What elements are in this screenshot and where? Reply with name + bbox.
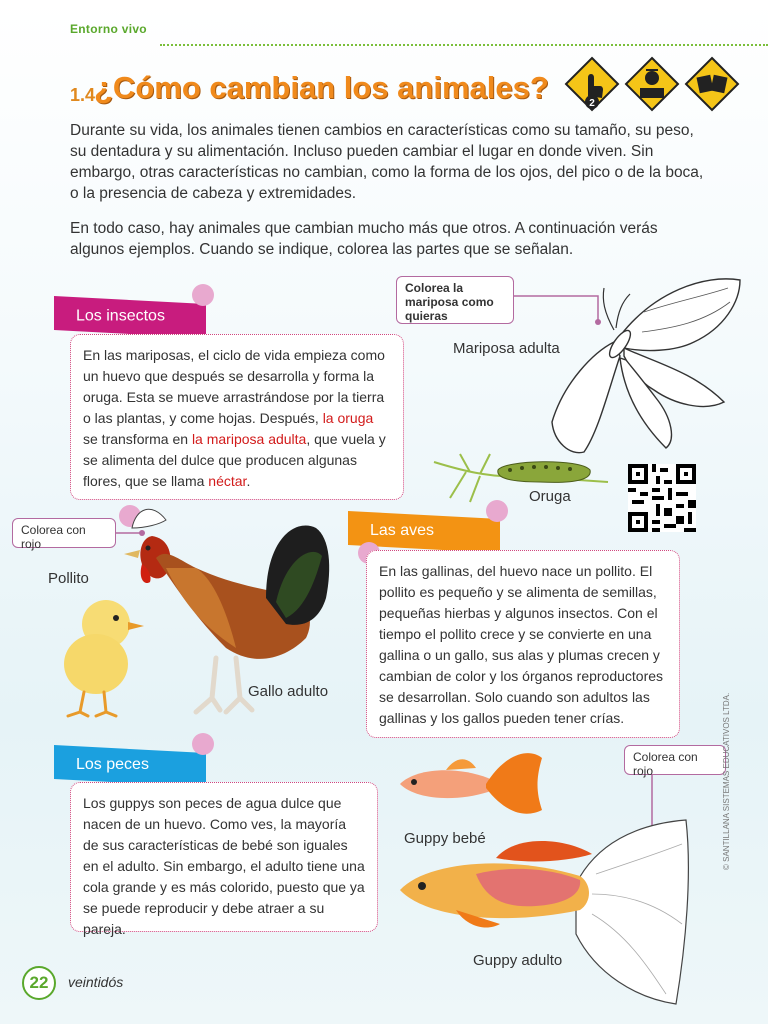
chick-image (58, 594, 148, 720)
page-number: 22 (22, 966, 56, 1000)
highlight-butterfly: la mariposa adulta (191, 431, 307, 447)
callout-guppy: Colorea con rojo (624, 745, 726, 775)
caption-guppy-adult: Guppy adulto (473, 952, 563, 969)
tab-fish: Los peces (54, 745, 206, 787)
guppy-baby-image (396, 748, 546, 818)
highlight-nectar: néctar (208, 473, 247, 489)
birds-text: En las gallinas, del huevo nace un pollito. El pollito es pequeño y se alimenta de semillas, pequeñas hierbas y algunos insectos. Con el tiempo el pollito crece y se convierte en una gallina o un gallo, sus alas y plumas crecen y cambian de color y los órganos reproductores se desarrollan. Solo cuando son adultos las gallinas y los gallos pueden tener crías. (379, 563, 664, 726)
section-label: Entorno vivo (70, 22, 147, 36)
qr-code[interactable] (628, 464, 696, 532)
caption-rooster: Gallo adulto (248, 683, 329, 700)
divider (160, 44, 768, 46)
page-title: ¿Cómo cambian los animales? (94, 70, 549, 105)
intro-paragraph-1: Durante su vida, los animales tienen cambios en características como su tamaño, su peso, su dentadura y su alimentación. Incluso pueden cambiar el lugar en donde viven. Sin embargo, otras características no cambian, como la forma de los ojos, del pico o de la boca, o la presencia de cabeza y extremidades. (70, 122, 704, 202)
butterfly-drawing (544, 272, 744, 462)
guppy-adult-image (396, 814, 696, 1008)
caption-guppy-baby: Guppy bebé (404, 830, 486, 847)
fish-text: Los guppys son peces de agua dulce que nacen de un huevo. Como ves, la mayoría de sus características de bebé son iguales en el adulto. Sin embargo, el adulto tiene una cola grande y es más colorido, puesto que ya se puede reproducir y debe atraer a su pareja. (83, 795, 365, 937)
tab-insects: Los insectos (54, 296, 206, 338)
decor-bubble (192, 284, 214, 306)
cards-icon (686, 58, 738, 110)
fish-text-box (70, 782, 378, 937)
caption-chick: Pollito (48, 570, 89, 587)
tab-birds: Las aves (348, 511, 500, 553)
mind-map-icon (626, 58, 678, 110)
insects-text: . (246, 473, 251, 489)
caterpillar-drawing (430, 448, 612, 504)
caption-butterfly: Mariposa adulta (453, 340, 560, 357)
badge-number: 2 (589, 98, 595, 109)
callout-rooster: Colorea con rojo (12, 518, 116, 548)
intro-paragraph-2: En todo caso, hay animales que cambian mucho más que otros. A continuación verás algunos ejemplos. Cuando se indique, colorea las partes que se señalan. (70, 220, 658, 258)
highlight-caterpillar: la oruga (322, 410, 374, 426)
birds-text-box (366, 550, 680, 738)
lesson-number: 1.4 (70, 85, 96, 105)
insects-text-box (70, 334, 404, 500)
caption-caterpillar: Oruga (529, 488, 571, 505)
decor-bubble (192, 733, 214, 755)
insects-text: En las mariposas, el ciclo de vida empieza como un huevo que después se desarrolla y forma la oruga. Esta se mueve arrastrándose por la tierra o las plantas, y come hojas. Después, (83, 347, 385, 426)
header-icons (562, 56, 740, 114)
callout-butterfly: Colorea la mariposa como quieras (396, 276, 514, 324)
page-word: veintidós (68, 974, 124, 990)
insects-text: se transforma en (83, 431, 192, 447)
decor-bubble (486, 500, 508, 522)
insects-text: , que vuela y se alimenta del dulce que producen algunas flores, que se llama (83, 431, 386, 489)
copyright: © SANTILLANA SISTEMAS EDUCATIVOS LTDA. (722, 692, 731, 870)
